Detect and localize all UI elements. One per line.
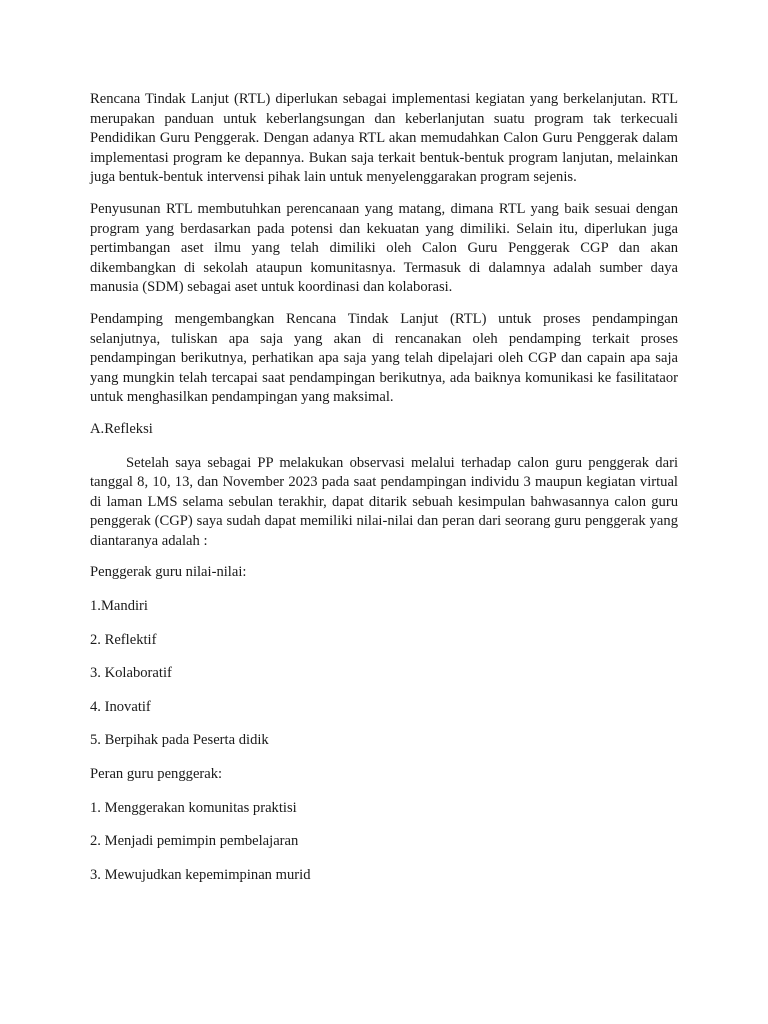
- list-item: 1.Mandiri: [90, 598, 148, 615]
- list-item: 2. Menjadi pemimpin pembelajaran: [90, 833, 299, 850]
- roles-list: [90, 799, 678, 886]
- paragraph-rtl-intro: Rencana Tindak Lanjut (RTL) diperlukan sebagai implementasi kegiatan yang berkelanjutan. RTL merupakan panduan untuk keberlangsungan dan keberlanjutan suatu program tak terkecuali Pendidikan Guru Penggerak. Dengan adanya RTL akan memudahkan Calon Guru Penggerak dalam implementasi program ke depannya. Bukan saja terkait bentuk-bentuk program lanjutan, melainkan juga bentuk-bentuk intervensi pihak lain untuk menyelenggarakan program sejenis.: [90, 91, 678, 186]
- list-item: 1. Menggerakan komunitas praktisi: [90, 799, 297, 816]
- roles-heading: Peran guru penggerak:: [90, 766, 223, 783]
- paragraph-reflection: Setelah saya sebagai PP melakukan observasi melalui terhadap calon guru penggerak dari tanggal 8, 10, 13, dan November 2023 pada saat pendampingan individu 3 maupun kegiatan virtual di laman LMS selama sebulan terakhir, dapat ditarik sebuah kesimpulan bahwasannya calon guru penggerak (CGP) saya sudah dapat memiliki nilai-nilai dan peran dari seorang guru penggerak yang diantaranya adalah :: [90, 454, 678, 549]
- list-item: 3. Kolaboratif: [90, 665, 172, 682]
- document-page: [90, 90, 678, 899]
- list-item: 2. Reflektif: [90, 631, 157, 648]
- values-heading: Penggerak guru nilai-nilai:: [90, 564, 247, 581]
- paragraph-rtl-mentor: Pendamping mengembangkan Rencana Tindak Lanjut (RTL) untuk proses pendampingan selanjutnya, tuliskan apa saja yang akan di rencanakan oleh pendamping terkait proses pendampingan berikutnya, perhatikan apa saja yang telah dipelajari oleh CGP dan capain apa saja yang mungkin telah tercapai saat pendampingan berikutnya, ada baiknya komunikasi ke fasilitataor untuk menghasilkan pendampingan yang maksimal.: [90, 310, 678, 406]
- values-list: [90, 597, 678, 751]
- section-heading-refleksi: A.Refleksi: [90, 420, 153, 437]
- paragraph-rtl-planning: Penyusunan RTL membutuhkan perencanaan yang matang, dimana RTL yang baik sesuai dengan program yang berdasarkan pada potensi dan kekuatan yang dimiliki. Selain itu, diperlukan juga pertimbangan aset ilmu yang telah dimiliki oleh Calon Guru Penggerak CGP dan akan dikembangkan di sekolah ataupun komunitasnya. Termasuk di dalamnya adalah sumber daya manusia (SDM) sebagai aset untuk koordinasi dan kolaborasi.: [90, 200, 678, 296]
- list-item: 3. Mewujudkan kepemimpinan murid: [90, 866, 311, 883]
- list-item: 5. Berpihak pada Peserta didik: [90, 732, 269, 749]
- list-item: 4. Inovatif: [90, 698, 151, 715]
